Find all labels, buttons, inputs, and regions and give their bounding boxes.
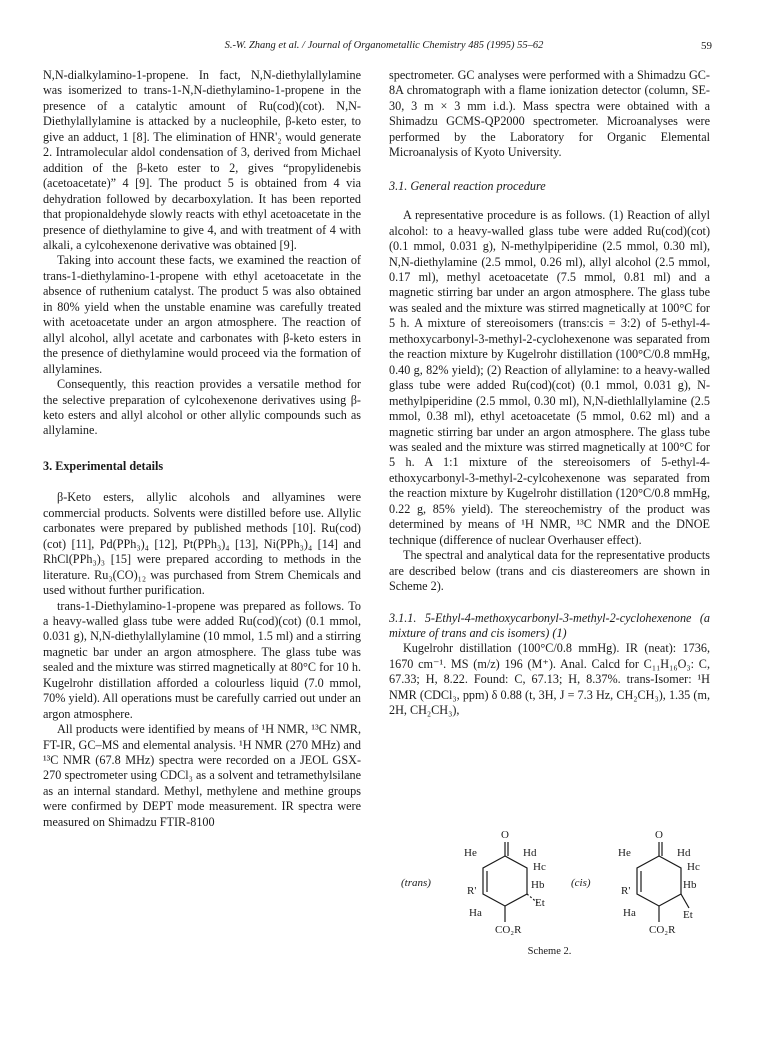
paragraph: N,N-dialkylamino-1-propene. In fact, N,N-diethylallylamine was isomerized to trans-1-N,N-diethylamino-1-propene in the presence of a catalytic amount of Ru(cod)(cot). N,N-Diethylallylamine is attacked by a nucleophile, β-keto ester, to give an adduct, 1 [8]. The elimination of HNR'₂ would generate 2. Intramolecular aldol condensation of 3, derived from Michael addition of the β-keto ester to 2, gives “propylidenebis (acetoacetate)” 4 [9]. The product 5 is obtained from 4 via dehydration followed by decarboxylation. It has been reported that propionaldehyde slowly reacts with ethyl acetoacetate in the presence of diethylamine to give 4, and with treatment of 4 with alkali, a cylcohexenone derivative was obtained [9]. bbox=[43, 68, 361, 252]
paragraph: Kugelrohr distillation (100°C/0.8 mmHg). IR (neat): 1736, 1670 cm⁻¹. MS (m/z) 196 (M⁺). Anal. Calcd for C₁₁H₁₆O₃: C, 67.33; H, 8.22. Found: C, 67.13; H, 8.37%. trans-Isomer: ¹H NMR (CDCl₃, ppm) δ 0.88 (t, 3H, J = 7.3 Hz, CH₂CH₃), 1.35 (m, 2H, CH₂CH₃), bbox=[389, 641, 710, 718]
cis-atom-he: He bbox=[618, 847, 631, 859]
page-header bbox=[0, 40, 768, 56]
cis-atom-o: O bbox=[655, 829, 663, 841]
trans-atom-o: O bbox=[501, 829, 509, 841]
cis-label: (cis) bbox=[571, 877, 591, 889]
trans-atom-r: R' bbox=[467, 885, 477, 897]
cis-ring bbox=[637, 856, 681, 906]
right-column bbox=[389, 68, 710, 719]
paragraph: trans-1-Diethylamino-1-propene was prepared as follows. To a heavy-walled glass tube were added Ru(cod)(cot) (0.1 mmol, 0.031 g), N,N-diethylallylamine (10 mmol, 1.5 ml) and a stirring magnetic bar under an argon atmosphere. The glass tube was sealed and the mixture was stirred magnetically at 80°C for 10 h. Kugelrohr distillation afforded a colourless liquid (7.0 mmol, 70% yield). All operations must be carefully carried out under an argon atmosphere. bbox=[43, 598, 361, 721]
section-heading: 3. Experimental details bbox=[43, 458, 164, 473]
trans-label: (trans) bbox=[401, 877, 431, 889]
cis-atom-hb: Hb bbox=[683, 879, 697, 891]
paragraph: Taking into account these facts, we examined the reaction of trans-1-diethylamino-1-propene with ethyl acetoacetate in the absence of ruthenium catalyst. The product 5 was also obtained in 80% yield when the unstable enamine was carefully treated with acetoacetate under an argon atmosphere. The reaction of allyl alcohol, allyl acetate and carbonates with β-keto esters in the presence of diethylamine would proceed via the formation of allylamines. bbox=[43, 253, 361, 376]
cis-atom-hd: Hd bbox=[677, 847, 691, 859]
subsubsection-heading: 3.1.1. 5-Ethyl-4-methoxycarbonyl-3-methyl-2-cyclohexenone (a mixture of trans and cis isomers) (1) bbox=[389, 610, 710, 640]
trans-atom-hc: Hc bbox=[533, 861, 546, 873]
subsection-heading: 3.1. General reaction procedure bbox=[389, 178, 546, 193]
trans-atom-he: He bbox=[464, 847, 477, 859]
paragraph: Consequently, this reaction provides a versatile method for the selective preparation of cylcohexenone derivatives using β-keto esters and allyl alcohol or other allylic compounds such as allylamine. bbox=[43, 377, 361, 438]
paragraph: spectrometer. GC analyses were performed with a Shimadzu GC-8A chromatograph with a flame ionization detector (column, SE-30, 3 m × 3 mm i.d.). Mass spectra were obtained with a Shimadzu GCMS-QP2000 spectrometer. Microanalyses were performed by the Laboratory for Organic Elemental Microanalysis of Kyoto University. bbox=[389, 68, 710, 160]
cis-atom-co2r: CO₂R bbox=[649, 924, 676, 936]
cis-atom-et: Et bbox=[683, 909, 693, 921]
trans-atom-et: Et bbox=[535, 897, 545, 909]
cis-atom-r: R' bbox=[621, 885, 631, 897]
paragraph: A representative procedure is as follows. (1) Reaction of allyl alcohol: to a heavy-walled glass tube were added Ru(cod)(cot) (0.1 mmol, 0.031 g), N-methylpiperidine (2.5 mmol, 0.30 ml), N,N-diethylamine (2.5 mmol, 0.26 ml), allyl alcohol (2.5 mmol, 0.17 ml), methyl acetoacetate (7.5 mmol, 0.81 ml) and a magnetic stirring bar under an argon atmosphere. The glass tube was sealed and the mixture was stirred magnetically at 100°C for 5 h. A mixture of stereoisomers (trans:cis = 3:2) of 5-ethyl-4-methoxycarbonyl-3-methyl-2-cyclohexenone was separated from the reaction mixture by Kugelrohr distillation (100°C/0.8 mmHg, 0.40 g, 82% yield); (2) Reaction of allylamine: to a heavy-walled glass tube were added Ru(cod)(cot) (0.1 mmol, 0.031 g), N-methylpiperidine (2.5 mmol, 0.30 ml), N,N-diethlallylamine (2.5 mmol, 0.38 ml), ethyl acetoacetate (5 mmol, 0.62 ml) and a magnetic stirring bar under an argon atmosphere. The glass tube was sealed and the mixture was stirred magnetically at 100°C for 5 h. A 1:1 mixture of the stereoisomers of 5-ethyl-4-ethoxycarbonyl-3-methyl-2-cylcohexenone was separated from the reaction mixture by Kugelrohr distillation (120°C/0.8 mmHg, 0.22 g, 85% yield). The stereochemistry of the product was determined by means of ¹H NMR, ¹³C NMR and the DNOE technique (difference of nuclear Overhauser effect). bbox=[389, 208, 710, 547]
paragraph: All products were identified by means of ¹H NMR, ¹³C NMR, FT-IR, GC–MS and elemental analysis. ¹H NMR (270 MHz) and ¹³C NMR (67.8 MHz) spectra were recorded on a JEOL GSX-270 spectrometer using CDCl₃ as a solvent and tetramethylsilane as an internal standard. Methyl, methylene and methine groups were confirmed by DEPT mode measurement. IR spectra were measured on Shimadzu FTIR-8100 bbox=[43, 722, 361, 829]
scheme-2-figure bbox=[389, 822, 710, 962]
cis-atom-hc: Hc bbox=[687, 861, 700, 873]
running-head: S.-W. Zhang et al. / Journal of Organometallic Chemistry 485 (1995) 55–62 bbox=[224, 40, 544, 51]
trans-ring bbox=[483, 856, 527, 906]
trans-atom-hd: Hd bbox=[523, 847, 537, 859]
scheme-structures bbox=[389, 822, 710, 944]
paragraph: β-Keto esters, allylic alcohols and allyamines were commercial products. Solvents were distilled before use. Allylic carbonates were prepared by published methods [10]. Ru(cod)(cot) [11], Pd(PPh₃)₄ [12], Pt(PPh₃)₄ [13], Ni(PPh₃)₄ [14] and RhCl(PPh₃)₃ [15] were prepared according to methods in the literature. Ru₃(CO)₁₂ was purchased from Strem Chemicals and used without further purification. bbox=[43, 490, 361, 598]
page-number: 59 bbox=[701, 40, 712, 52]
scheme-caption: Scheme 2. bbox=[527, 946, 572, 957]
trans-atom-hb: Hb bbox=[531, 879, 545, 891]
left-column bbox=[43, 68, 361, 830]
trans-atom-ha: Ha bbox=[469, 907, 482, 919]
cis-ethyl-bond bbox=[681, 894, 689, 908]
trans-atom-co2r: CO₂R bbox=[495, 924, 522, 936]
paragraph: The spectral and analytical data for the representative products are described below (trans and cis diastereomers are shown in Scheme 2). bbox=[389, 548, 710, 594]
cis-atom-ha: Ha bbox=[623, 907, 636, 919]
